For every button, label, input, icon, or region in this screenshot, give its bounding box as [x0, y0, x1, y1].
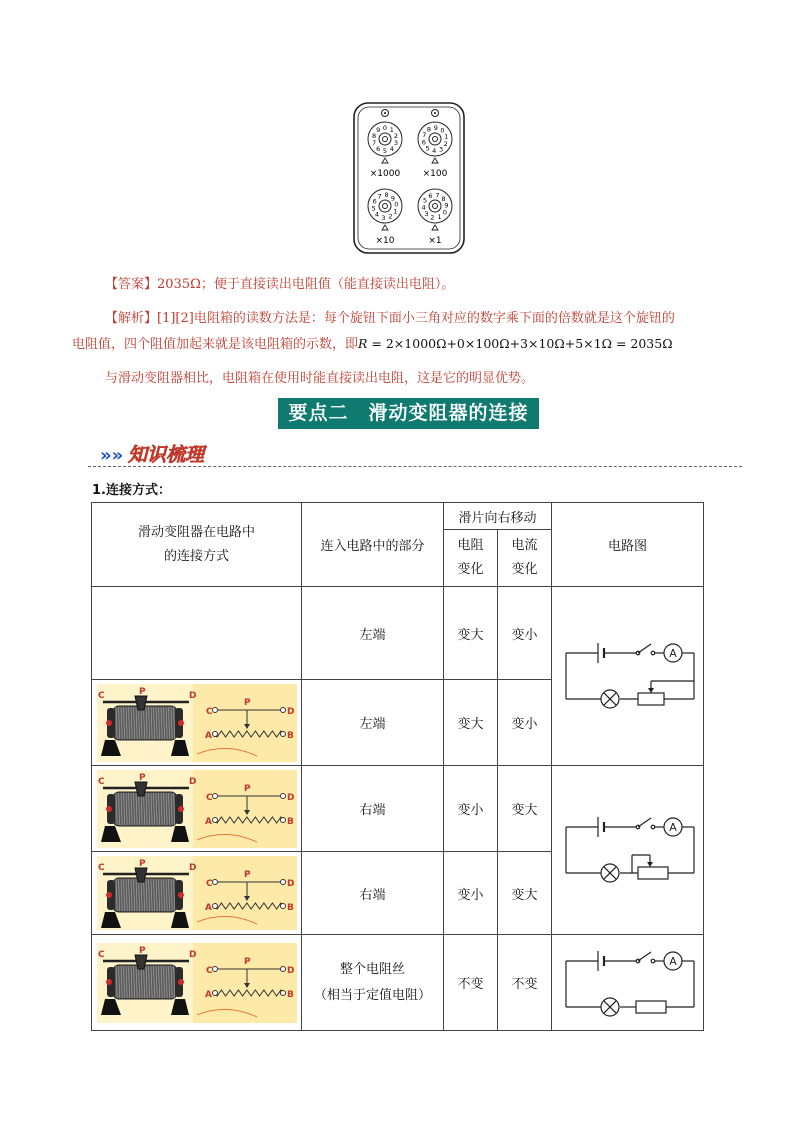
dial-digit: 2: [393, 131, 398, 140]
connection-table: [91, 502, 704, 1031]
dial-digit: 0: [440, 126, 445, 135]
row-part: 右端: [302, 766, 444, 852]
multiplier-label-1000: ×1000: [369, 169, 401, 179]
ammeter-label: A: [668, 821, 677, 834]
dial-digit: 8: [384, 191, 389, 200]
rheostat-image-cell: [92, 852, 302, 935]
circuit-cell-fixed: [552, 935, 704, 1031]
analysis-line-2: [72, 333, 673, 352]
rheostat-image-cell: [92, 766, 302, 852]
dial-digit: 9: [376, 126, 381, 135]
schematic-label-d: D: [286, 706, 294, 717]
dial-digit: 5: [382, 147, 388, 155]
table-row: [92, 587, 704, 680]
dial-digit: 4: [421, 203, 426, 212]
schematic-label-c: C: [205, 879, 213, 889]
schematic-label-a: A: [204, 989, 212, 1000]
header-connection: [92, 503, 302, 587]
multiplier-label-1: ×1: [428, 236, 442, 246]
answer-line: [105, 273, 454, 292]
row-resistance: 变大: [444, 680, 498, 766]
label-d: D: [188, 949, 196, 960]
row-current: 变小: [498, 587, 552, 680]
schematic-label-d: D: [286, 965, 294, 976]
schematic-label-d: D: [286, 879, 294, 889]
reading-formula: [358, 336, 673, 351]
header-cur-l1: 电流: [511, 538, 538, 553]
dial-digit: 8: [426, 125, 431, 134]
rheostat-figure: [97, 943, 297, 1023]
dial-digit: 7: [377, 192, 382, 201]
dial-digit: 4: [389, 144, 394, 153]
label-d: D: [188, 863, 196, 873]
dial-digit: 4: [374, 210, 380, 219]
schematic-label-p: P: [243, 697, 251, 708]
label-p: P: [138, 772, 146, 783]
schematic-label-p: P: [243, 870, 251, 880]
dial-digit: 1: [444, 132, 449, 141]
formula-expression: = 2×1000Ω+0×100Ω+3×10Ω+5×1Ω = 2035Ω: [367, 336, 673, 351]
dial-digit: 8: [441, 194, 446, 203]
schematic-label-c: C: [205, 706, 213, 717]
schematic-label-b: B: [286, 903, 294, 913]
table-row: [92, 935, 704, 1031]
analysis-text-1: [1][2]电阻箱的读数方法是：每个旋钮下面小三角对应的数字乘下面的倍数就是这个旋钮的: [157, 311, 675, 326]
dial-digit: 9: [433, 124, 438, 132]
ammeter-label: A: [668, 647, 677, 660]
header-res-l2: 变化: [457, 562, 484, 577]
dial-digit: 8: [372, 131, 377, 140]
sub-heading: 1.连接方式：: [92, 483, 171, 498]
dial-digit: 7: [372, 139, 377, 148]
row-resistance: 变小: [444, 766, 498, 852]
dial-digit: 5: [425, 144, 430, 153]
header-part: 连入电路中的部分: [302, 503, 444, 587]
header-current-change: [498, 530, 552, 587]
circuit-cell-left: [552, 587, 704, 766]
row-current: 变大: [498, 852, 552, 935]
dial-digit: 0: [442, 208, 447, 217]
ammeter-label: A: [668, 954, 677, 968]
dial-digit: 7: [435, 191, 440, 200]
schematic-label-b: B: [286, 730, 294, 741]
schematic-label-p: P: [243, 783, 251, 794]
analysis-line-1: [105, 304, 745, 333]
dial-digit: 4: [432, 147, 437, 155]
divider: [88, 466, 742, 467]
dial-digit: 6: [372, 197, 377, 206]
multiplier-label-100: ×100: [422, 169, 448, 179]
label-p: P: [138, 859, 146, 869]
fixed-resistor: [636, 1001, 666, 1013]
rheostat-figure: [97, 684, 297, 762]
rheostat-image-empty: [92, 587, 302, 680]
table-row: [92, 766, 704, 852]
header-connection-l2: 的连接方式: [163, 548, 229, 564]
label-c: C: [97, 949, 105, 960]
row-part: 左端: [302, 587, 444, 680]
header-res-l1: 电阻: [457, 538, 484, 553]
header-cur-l2: 变化: [511, 562, 538, 577]
dial-digit: 3: [424, 210, 429, 219]
row-current: 变小: [498, 680, 552, 766]
answer-label: 【答案】: [105, 277, 158, 292]
dial-digit: 6: [421, 138, 426, 147]
dial-digit: 9: [390, 194, 396, 203]
rheostat-image-cell: [92, 680, 302, 766]
schematic-label-d: D: [286, 792, 294, 803]
row-part-line2: （相当于定值电阻）: [313, 987, 431, 1003]
dial-digit: 6: [428, 192, 433, 200]
dial-digit: 1: [393, 207, 398, 216]
rheostat-image-cell: [92, 935, 302, 1031]
dial-digit: 7: [422, 131, 427, 140]
schematic-label-p: P: [243, 956, 251, 967]
dial-digit: 1: [389, 126, 394, 135]
schematic-label-a: A: [204, 816, 212, 827]
schematic-label-b: B: [286, 816, 294, 827]
header-resistance-change: [444, 530, 498, 587]
row-part: [302, 935, 444, 1031]
formula-variable: R: [358, 336, 368, 351]
label-p: P: [138, 945, 146, 956]
rheostat-figure: [97, 856, 297, 930]
switch-blade: [638, 644, 651, 653]
dial-digit: 3: [381, 213, 386, 222]
rheostat-resistor: [638, 693, 664, 705]
label-d: D: [188, 690, 196, 701]
label-c: C: [97, 863, 105, 873]
dial-digit: 0: [394, 200, 399, 209]
dial-digit: 0: [382, 124, 388, 132]
label-c: C: [97, 690, 105, 701]
header-connection-l1: 滑动变阻器在电路中: [137, 524, 255, 540]
dial-digit: 2: [388, 212, 393, 221]
table-header-row: [92, 503, 704, 530]
schematic-label-c: C: [205, 792, 213, 803]
row-resistance: 变小: [444, 852, 498, 935]
row-current: 不变: [498, 935, 552, 1031]
dial-digit: 2: [430, 213, 435, 222]
knowledge-banner: [98, 440, 248, 468]
row-part-line1: 整个电阻丝: [339, 961, 405, 977]
dial-digit: 1: [437, 213, 442, 221]
row-resistance: 不变: [444, 935, 498, 1031]
label-p: P: [138, 686, 146, 697]
row-resistance: 变大: [444, 587, 498, 680]
analysis-label: 【解析】: [105, 311, 158, 326]
row-part: 左端: [302, 680, 444, 766]
schematic-label-c: C: [205, 965, 213, 976]
circuit-cell-right: [552, 766, 704, 935]
section-title: 要点二 滑动变阻器的连接: [278, 398, 539, 429]
dial-digit: 5: [423, 196, 428, 205]
schematic-label-a: A: [204, 730, 212, 741]
banner-arrows: »»: [100, 445, 124, 466]
multiplier-label-10: ×10: [375, 236, 395, 246]
circuit-diagram-left: [558, 631, 698, 721]
analysis-line-3: 与滑动变阻器相比，电阻箱在使用时能直接读出电阻，这是它的明显优势。: [105, 371, 535, 386]
analysis-text-2: 电阻值，四个阻值加起来就是该电阻箱的示数，即: [72, 337, 359, 352]
row-current: 变大: [498, 766, 552, 852]
circuit-diagram-right: [558, 805, 698, 895]
rheostat-figure: [97, 770, 297, 848]
header-slide: 滑片向右移动: [444, 503, 552, 530]
label-c: C: [97, 776, 105, 787]
label-d: D: [188, 776, 196, 787]
answer-text: 2035Ω；便于直接读出电阻值（能直接读出电阻）。: [157, 277, 455, 292]
banner-text: 知识梳理: [128, 444, 205, 466]
dial-digit: 9: [444, 201, 449, 210]
dial-digit: 3: [439, 145, 444, 154]
schematic-label-a: A: [204, 903, 212, 913]
dial-digit: 5: [371, 204, 376, 213]
header-circuit: 电路图: [552, 503, 704, 587]
circuit-diagram-fixed: [558, 939, 698, 1027]
dial-digit: 3: [393, 139, 398, 148]
resistance-box-figure: [353, 102, 465, 254]
dial-digit: 2: [443, 139, 448, 148]
schematic-label-b: B: [286, 989, 294, 1000]
dial-digit: 6: [376, 144, 381, 153]
row-part: 右端: [302, 852, 444, 935]
